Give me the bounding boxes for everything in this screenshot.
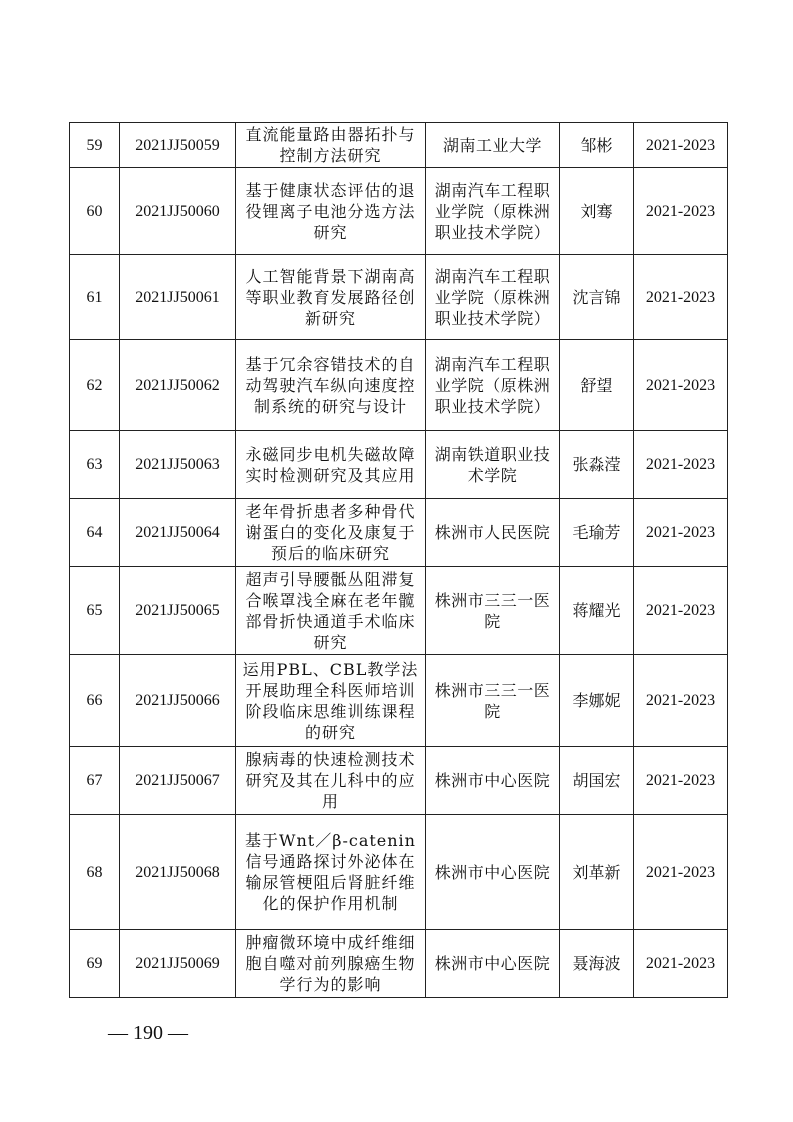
- project-unit: 株洲市人民医院: [426, 499, 560, 567]
- row-number: 67: [70, 747, 120, 815]
- project-title: 直流能量路由器拓扑与控制方法研究: [236, 123, 426, 168]
- table-row: [70, 567, 728, 655]
- row-number: 59: [70, 123, 120, 168]
- project-title: 基于冗余容错技术的自动驾驶汽车纵向速度控制系统的研究与设计: [236, 340, 426, 431]
- project-unit: 湖南铁道职业技术学院: [426, 431, 560, 499]
- project-code: 2021JJ50069: [120, 930, 236, 998]
- project-leader: 沈言锦: [560, 255, 634, 340]
- project-unit: 湖南汽车工程职业学院（原株洲职业技术学院）: [426, 340, 560, 431]
- project-unit: 湖南汽车工程职业学院（原株洲职业技术学院）: [426, 168, 560, 255]
- project-title: 人工智能背景下湖南高等职业教育发展路径创新研究: [236, 255, 426, 340]
- project-title: 肿瘤微环境中成纤维细胞自噬对前列腺癌生物学行为的影响: [236, 930, 426, 998]
- row-number: 60: [70, 168, 120, 255]
- table-row: [70, 255, 728, 340]
- project-leader: 李娜妮: [560, 655, 634, 747]
- project-leader: 聂海波: [560, 930, 634, 998]
- project-period: 2021-2023: [634, 930, 728, 998]
- project-unit: 株洲市三三一医院: [426, 567, 560, 655]
- row-number: 63: [70, 431, 120, 499]
- project-period: 2021-2023: [634, 747, 728, 815]
- project-period: 2021-2023: [634, 340, 728, 431]
- project-code: 2021JJ50061: [120, 255, 236, 340]
- project-period: 2021-2023: [634, 123, 728, 168]
- row-number: 65: [70, 567, 120, 655]
- project-unit: 株洲市三三一医院: [426, 655, 560, 747]
- project-title: 超声引导腰骶丛阻滞复合喉罩浅全麻在老年髋部骨折快通道手术临床研究: [236, 567, 426, 655]
- project-code: 2021JJ50067: [120, 747, 236, 815]
- project-code: 2021JJ50059: [120, 123, 236, 168]
- project-unit: 株洲市中心医院: [426, 930, 560, 998]
- page-number: — 190 —: [108, 1022, 188, 1044]
- project-period: 2021-2023: [634, 168, 728, 255]
- project-title: 永磁同步电机失磁故障实时检测研究及其应用: [236, 431, 426, 499]
- row-number: 62: [70, 340, 120, 431]
- project-title: 运用PBL、CBL教学法开展助理全科医师培训阶段临床思维训练课程的研究: [236, 655, 426, 747]
- project-code: 2021JJ50065: [120, 567, 236, 655]
- project-period: 2021-2023: [634, 431, 728, 499]
- project-leader: 刘骞: [560, 168, 634, 255]
- project-period: 2021-2023: [634, 567, 728, 655]
- row-number: 69: [70, 930, 120, 998]
- row-number: 61: [70, 255, 120, 340]
- table-row: [70, 168, 728, 255]
- project-leader: 刘革新: [560, 815, 634, 930]
- project-period: 2021-2023: [634, 255, 728, 340]
- project-unit: 湖南汽车工程职业学院（原株洲职业技术学院）: [426, 255, 560, 340]
- project-leader: 邹彬: [560, 123, 634, 168]
- project-leader: 舒望: [560, 340, 634, 431]
- project-title: 基于Wnt／β-catenin信号通路探讨外泌体在输尿管梗阻后肾脏纤维化的保护作用机制: [236, 815, 426, 930]
- project-table: [69, 122, 728, 998]
- project-code: 2021JJ50068: [120, 815, 236, 930]
- project-period: 2021-2023: [634, 815, 728, 930]
- table-row: [70, 747, 728, 815]
- table-row: [70, 340, 728, 431]
- project-leader: 毛瑜芳: [560, 499, 634, 567]
- project-leader: 张淼滢: [560, 431, 634, 499]
- table-row: [70, 815, 728, 930]
- project-leader: 胡国宏: [560, 747, 634, 815]
- project-code: 2021JJ50062: [120, 340, 236, 431]
- project-title: 老年骨折患者多种骨代谢蛋白的变化及康复于预后的临床研究: [236, 499, 426, 567]
- row-number: 68: [70, 815, 120, 930]
- table-row: [70, 499, 728, 567]
- project-code: 2021JJ50066: [120, 655, 236, 747]
- project-title: 腺病毒的快速检测技术研究及其在儿科中的应用: [236, 747, 426, 815]
- table-row: [70, 431, 728, 499]
- project-code: 2021JJ50063: [120, 431, 236, 499]
- project-code: 2021JJ50064: [120, 499, 236, 567]
- project-period: 2021-2023: [634, 499, 728, 567]
- table-row: [70, 655, 728, 747]
- project-code: 2021JJ50060: [120, 168, 236, 255]
- row-number: 66: [70, 655, 120, 747]
- project-period: 2021-2023: [634, 655, 728, 747]
- project-title: 基于健康状态评估的退役锂离子电池分选方法研究: [236, 168, 426, 255]
- table-row: [70, 123, 728, 168]
- project-unit: 湖南工业大学: [426, 123, 560, 168]
- row-number: 64: [70, 499, 120, 567]
- project-leader: 蒋耀光: [560, 567, 634, 655]
- table-row: [70, 930, 728, 998]
- project-unit: 株洲市中心医院: [426, 815, 560, 930]
- project-unit: 株洲市中心医院: [426, 747, 560, 815]
